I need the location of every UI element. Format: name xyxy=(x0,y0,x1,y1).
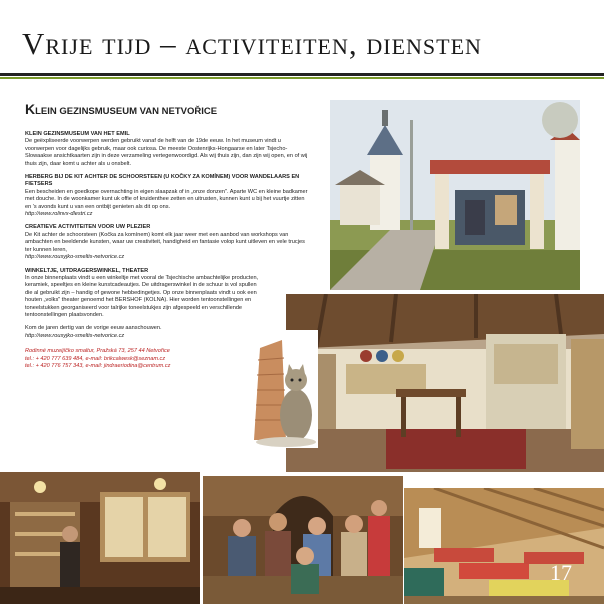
shop-interior-photo xyxy=(0,472,200,604)
page-title: Vrije tijd – activiteiten, diensten xyxy=(22,26,482,61)
article-text xyxy=(25,101,310,371)
article-heading-rest: LEIN GEZINSMUSEUM VAN NETVOŘICE xyxy=(35,106,218,117)
section4-link[interactable]: http://www.rousyjko-smeltis-netvorice.cz xyxy=(25,332,125,339)
title-rule-green xyxy=(0,77,604,79)
section4-text2: Kom de jaren dertig van de vorige eeuw aanschouwen. xyxy=(25,325,162,332)
interior-room-photo xyxy=(286,294,604,472)
article-heading-initial: K xyxy=(25,101,36,117)
section1-title: KLEIN GEZINSMUSEUM VAN HET EMIL xyxy=(25,131,130,137)
section2-link[interactable]: http://www.rolinvx-dlestri.cz xyxy=(25,211,93,218)
village-gate-photo xyxy=(330,100,580,290)
section2-title: HERBERG BIJ DE KIT ACHTER DE SCHOORSTEEN (U KOČKY ZA KOMÍNEM) VOOR WANDELAARS EN FIETSERS xyxy=(25,174,300,188)
section4-text: In onze binnenplaats vindt u een winkeltje met vooral de Tsjechische ambachtelijke producten, keramiek, speeltjes en kleine kunstcadeautjes. De uitdragerswinkel in de schuur is vol spullen die al gebruikt zijn – handig of gewone hebbedingetjes. Op onze binnenplaats vindt u ook een houten „volks" theater genoemd het BERSHOF (KOLNA). Hier worden tentoonstellingen en toneelstukken georganiseerd voor talrijke toneelstukjes zijn afgespeeld en verschillende tentoonstellingen plaatsvonden. xyxy=(25,274,259,318)
group-people-photo xyxy=(203,476,403,604)
attic-dormitory-photo xyxy=(404,488,604,604)
section4-title: WINKELTJE, UITDRAGERSWINKEL, THEATER xyxy=(25,267,149,274)
section3-link[interactable]: http://www.rousyjko-smeltis-netvorice.cz xyxy=(25,254,125,261)
title-rule-black xyxy=(0,73,604,76)
section1-text: De geëxpliseerde voorwerpen werden gebruikt vanaf de helft van de 19de eeuw. In het museum vindt u voorwerpen voor dagelijks gebruik, maar ook curiosa. De meeste Oostenrijks-Hongaarse en later Tsjecho-Slowaakse ansichtkaarten zijn in deze verzameling vertegenwoordigd. Als wij thuis zijn, dan zijn wij open, en of wij thuis zijn, daar komt u achter als u onsbelt. xyxy=(25,138,308,167)
section3-text: De Kit achter de schoorsteen (Kočka za komínem) komt elk jaar weer met een aanbod van workshops van ambachten en beeldende kunsten, waar uw creativiteit, handigheid en fantasie volop kunt uitleven en vele trucjes ter kunnen leren, xyxy=(25,231,305,253)
article-heading xyxy=(25,101,310,117)
contact-phone-2[interactable]: tel.: + 420 776 757 343, e-mail: jindraeriodina@centrum.cz xyxy=(25,363,171,370)
contact-address: Rodinné muzeijíčko smaltur, Pražská 73, 257 44 Netvořice xyxy=(25,348,170,355)
section3-title: CREATIEVE ACTIVITEITEN VOOR UW PLEZIER xyxy=(25,224,151,231)
contact-block xyxy=(25,348,310,371)
page-number: 17 xyxy=(550,560,572,585)
contact-phone-1[interactable]: tel.: + 420 777 639 484, e-mail: brikcalwesk@seznam.cz xyxy=(25,355,166,362)
section2-text: Een bescheiden en goedkope overnachting in eigen slaapzak of in „onze donzen". Aparte WC en kleine badkamer met douche. In de woonkamer kunt uk offie of kruidenthee zetten en uitrusten, kunnen kunt u bij het vuurtje zitten en 's avonds kunt u van een ontbijt genieten als dit op ons. xyxy=(25,188,308,210)
